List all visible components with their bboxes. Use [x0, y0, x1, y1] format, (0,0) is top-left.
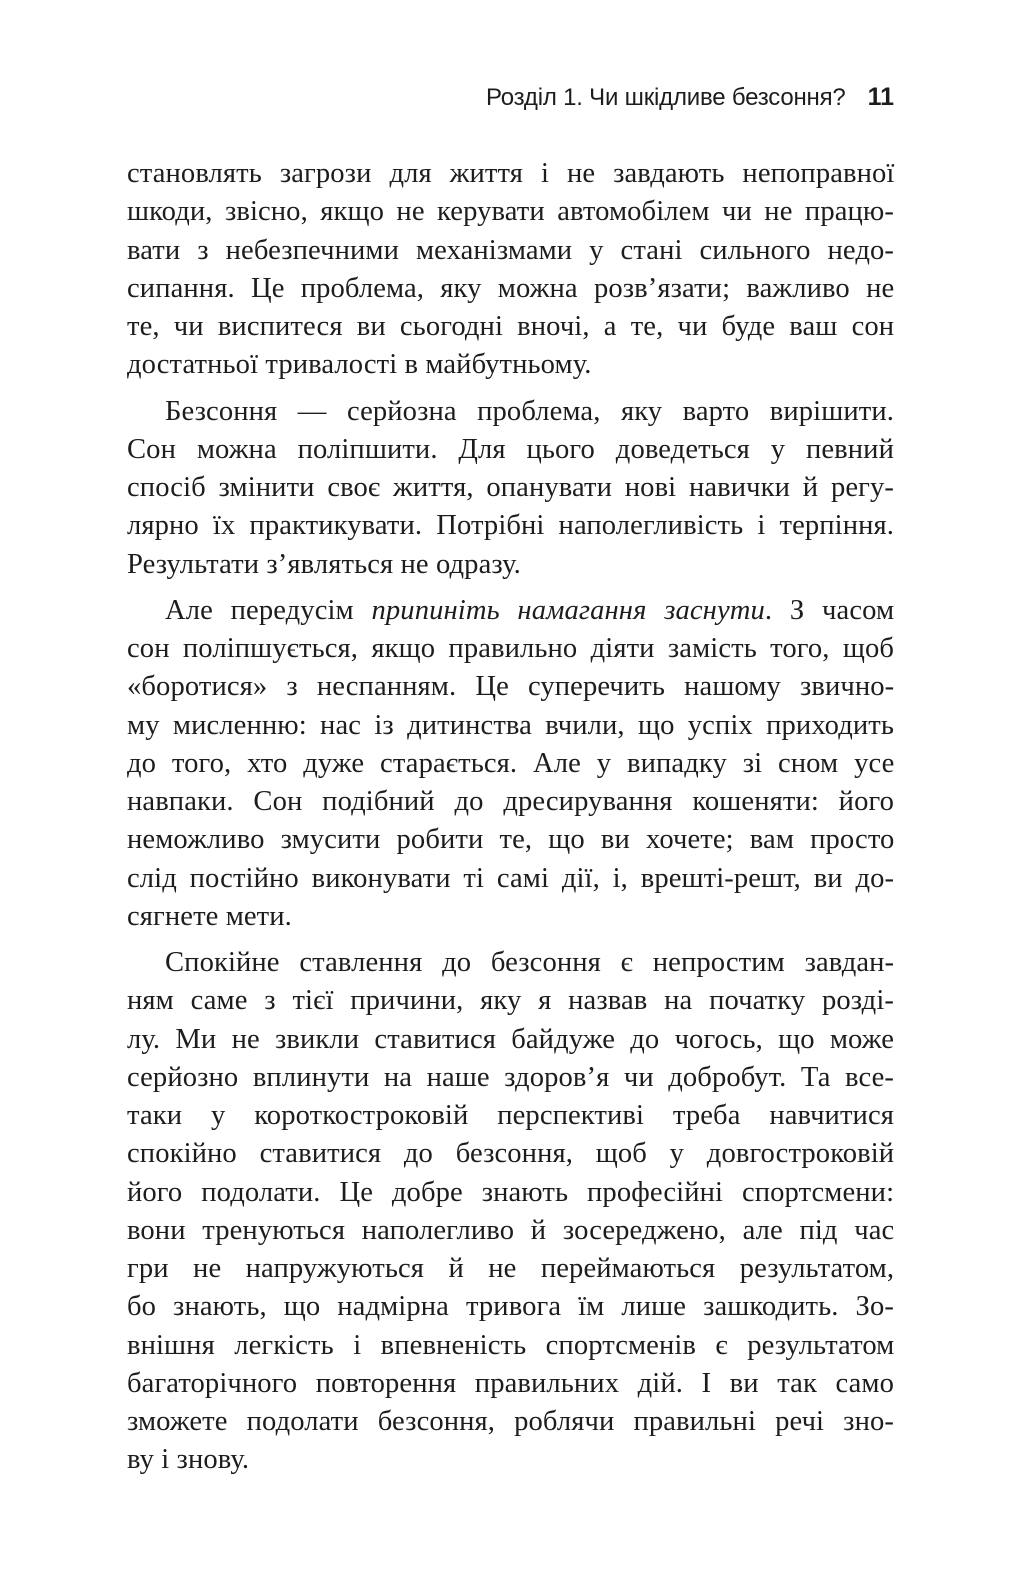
- text-line: бо знають, що надмірна тривога їм лише зашкодить. Зо-: [127, 1291, 894, 1323]
- text-line: «боротися» з неспанням. Це суперечить нашому звично-: [127, 671, 895, 703]
- paragraph-1: [127, 155, 894, 385]
- text-line: гри не напружуються й не переймаються результатом,: [127, 1253, 895, 1284]
- text-line: сипання. Це проблема, яку можна розв’язати; важливо не: [127, 272, 895, 304]
- text-line: сягнете мети.: [127, 900, 292, 932]
- chapter-title: Розділ 1. Чи шкідливе безсоння?: [485, 84, 846, 111]
- text-line: зможете подолати безсоння, роблячи правильні речі зно-: [127, 1406, 894, 1437]
- text-line: шкоди, звісно, якщо не керувати автомобілем чи не працю-: [127, 196, 894, 228]
- text-line: вати з небезпечними механізмами у стані сильного недо-: [127, 234, 894, 266]
- text-line: становлять загрози для життя і не завдають непоправної: [127, 158, 895, 189]
- text-line: таки у короткостроковій перспективі треба навчитися: [127, 1100, 894, 1131]
- text-line: лу. Ми не звикли ставитися байдуже до чогось, що може: [127, 1023, 895, 1055]
- text-line: Спокійне ставлення до безсоння є непростим завдан-: [165, 947, 895, 978]
- text-line: серйозно вплинути на наше здоров’я чи добробут. Та все-: [127, 1061, 895, 1093]
- text-line: внішня легкість і впевненість спортсменів є результатом: [127, 1329, 895, 1361]
- paragraph-4: [127, 944, 894, 1480]
- text-line: вони тренуються наполегливо й зосереджено, але під час: [127, 1214, 895, 1246]
- text-run: Але передусім: [165, 594, 372, 626]
- text-line: достатньої тривалості в майбутньому.: [127, 349, 592, 381]
- text-line: спокійно ставитися до безсоння, щоб у довгостроковій: [127, 1138, 895, 1170]
- text-line: лярно їх практикувати. Потрібні наполегливість і терпіння.: [127, 510, 895, 542]
- paragraph-3: [127, 592, 894, 936]
- text-line: Безсоння — серйозна проблема, яку варто вирішити.: [165, 395, 894, 427]
- text-line: сон поліпшується, якщо правильно діяти замість того, щоб: [127, 633, 894, 664]
- page-number: 11: [867, 83, 894, 111]
- text-line: ням саме з тієї причини, яку я назвав на початку розді-: [127, 985, 894, 1017]
- text-line: му мисленню: нас із дитинства вчили, що успіх приходить: [127, 709, 894, 741]
- text-line: ву і знову.: [127, 1444, 250, 1476]
- text-line: слід постійно виконувати ті самі дії, і, врешті-решт, ви до-: [127, 862, 895, 894]
- text-line: навпаки. Сон подібний до дресирування кошеняти: його: [127, 786, 894, 817]
- text-line: його подолати. Це добре знають професійні спортсмени:: [127, 1176, 895, 1208]
- text-line: неможливо змусити робити те, що ви хочете; вам просто: [127, 824, 895, 856]
- text-line: Результати з’являться не одразу.: [127, 548, 521, 580]
- text-line: спосіб змінити своє життя, опанувати нові навички й регу-: [127, 472, 894, 503]
- text-run: . З часом: [764, 594, 895, 626]
- text-line: те, чи виспитеся ви сьогодні вночі, а те, чи буде ваш сон: [127, 311, 895, 342]
- running-header: [486, 80, 894, 115]
- emphasized-phrase: припиніть намагання заснути: [371, 594, 765, 626]
- text-line: [127, 592, 894, 630]
- text-line: багаторічного повторення правильних дій. І ви так само: [127, 1367, 894, 1399]
- paragraph-2: [127, 393, 894, 584]
- text-line: Сон можна поліпшити. Для цього доведеться у певний: [127, 433, 894, 465]
- body-text: [127, 155, 894, 1480]
- text-line: до того, хто дуже старається. Але у випадку зі сном усе: [127, 747, 895, 779]
